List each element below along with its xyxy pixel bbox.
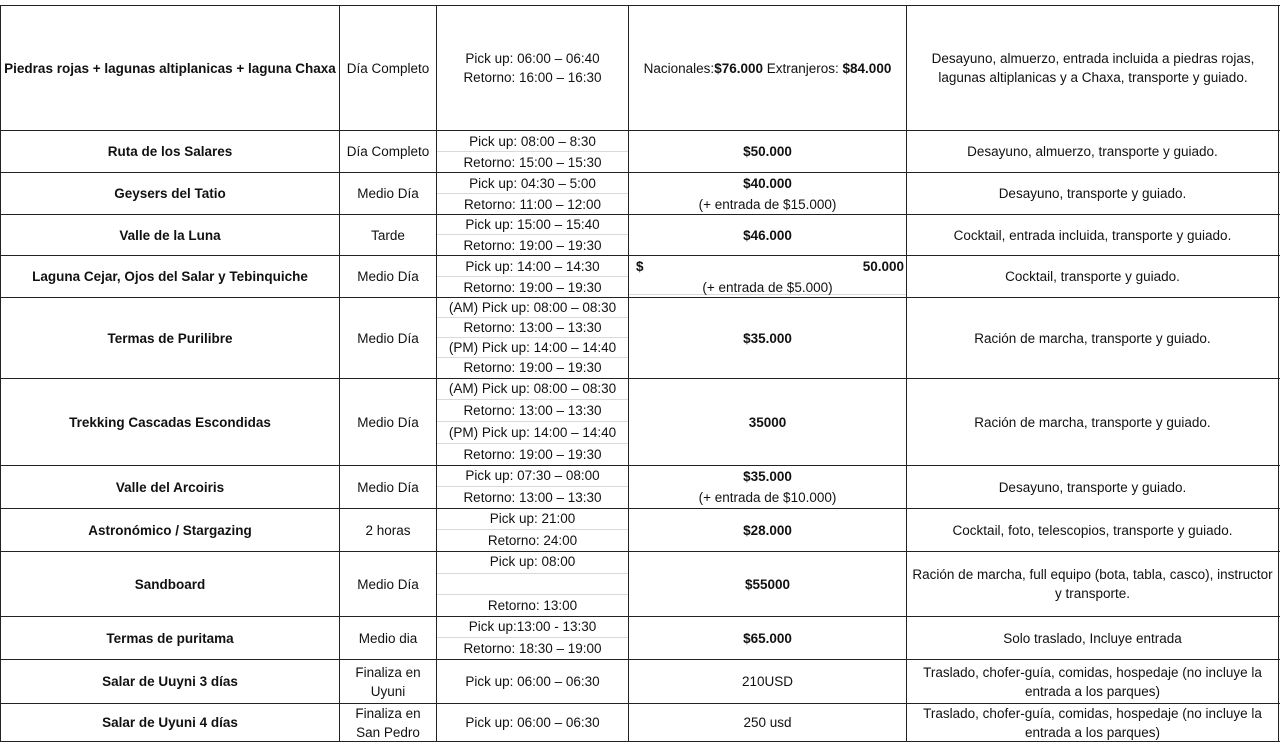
tour-includes: Desayuno, almuerzo, transporte y guiado. xyxy=(967,144,1218,159)
price-value: $84.000 xyxy=(842,60,892,76)
tour-duration: Finaliza en San Pedro xyxy=(355,705,421,740)
schedule-line: Retorno: 18:30 – 19:00 xyxy=(463,641,602,656)
tour-name: Astronómico / Stargazing xyxy=(88,522,252,538)
tour-price: 250 usd xyxy=(743,715,792,730)
tour-price: $35.000 xyxy=(743,330,792,346)
tour-name: Termas de Purilibre xyxy=(107,330,233,346)
tour-schedule xyxy=(437,48,628,88)
tour-duration: Día Completo xyxy=(346,60,430,76)
schedule-line: Pick up: 07:30 – 08:00 xyxy=(465,468,600,483)
tour-duration: Tarde xyxy=(371,227,405,243)
tour-price: $28.000 xyxy=(743,522,792,538)
schedule-line: Pick up: 08:00 – 8:30 xyxy=(469,134,596,149)
price-label: Nacionales: xyxy=(643,60,715,76)
tour-name: Piedras rojas + lagunas altiplanicas + laguna Chaxa xyxy=(4,60,336,76)
tour-name: Geysers del Tatio xyxy=(114,186,226,201)
tour-includes: Traslado, chofer-guía, comidas, hospedaje (no incluye la entrada a los parques) xyxy=(923,664,1262,699)
schedule-line: Retorno: 19:00 – 19:30 xyxy=(463,238,602,253)
schedule-line: (PM) Pick up: 14:00 – 14:40 xyxy=(448,340,617,355)
tour-name: Salar de Uyuni 4 días xyxy=(102,715,238,730)
price-note: (+ entrada de $15.000) xyxy=(698,196,837,212)
schedule-line: Retorno: 15:00 – 15:30 xyxy=(463,155,602,170)
schedule-line: Retorno: 19:00 – 19:30 xyxy=(463,447,602,462)
tour-includes: Desayuno, transporte y guiado. xyxy=(998,479,1187,495)
tour-name: Laguna Cejar, Ojos del Salar y Tebinquiche xyxy=(32,269,308,284)
price-value: $76.000 xyxy=(714,60,763,76)
schedule-line: Pick up: 08:00 xyxy=(489,554,576,569)
tour-name: Valle del Arcoiris xyxy=(115,479,225,495)
tour-name: Sandboard xyxy=(134,576,206,592)
schedule-line: Retorno: 11:00 – 12:00 xyxy=(463,197,602,212)
schedule-line: Pick up: 06:00 – 06:30 xyxy=(465,715,600,730)
tour-name: Valle de la Luna xyxy=(119,227,221,243)
tour-duration: Finaliza en Uyuni xyxy=(355,664,421,699)
schedule-line: (AM) Pick up: 08:00 – 08:30 xyxy=(448,381,617,396)
grid-line xyxy=(0,741,1280,742)
tour-name: Trekking Cascadas Escondidas xyxy=(69,414,271,430)
tour-price: 50.000 xyxy=(862,259,904,274)
schedule-line: Retorno: 19:00 – 19:30 xyxy=(463,360,602,375)
schedule-line: Pick up: 06:00 – 06:30 xyxy=(465,674,600,689)
schedule-line: Pick up: 04:30 – 5:00 xyxy=(469,176,596,191)
schedule-line: Retorno: 19:00 – 19:30 xyxy=(463,280,602,295)
tour-duration: Día Completo xyxy=(346,144,430,159)
schedule-line: Pick up: 15:00 – 15:40 xyxy=(465,217,600,232)
tour-includes: Traslado, chofer-guía, comidas, hospedaje (no incluye la entrada a los parques) xyxy=(923,705,1262,740)
tour-duration: Medio Día xyxy=(357,186,419,201)
tour-price: $40.000 xyxy=(743,176,792,191)
tour-price xyxy=(629,6,906,130)
tour-includes: Ración de marcha, transporte y guiado. xyxy=(974,330,1211,346)
schedule-line: Pick up: 14:00 – 14:30 xyxy=(465,259,600,274)
tour-includes: Cocktail, foto, telescopios, transporte y guiado. xyxy=(952,522,1233,538)
schedule-line: Retorno: 13:00 – 13:30 xyxy=(463,320,602,335)
price-note: (+ entrada de $10.000) xyxy=(698,490,837,505)
schedule-line: Retorno: 13:00 – 13:30 xyxy=(463,490,602,505)
schedule-line: Retorno: 16:00 – 16:30 xyxy=(463,70,602,85)
schedule-line: Retorno: 13:00 xyxy=(487,598,578,613)
tour-includes: Cocktail, entrada incluida, transporte y guiado. xyxy=(953,227,1232,243)
price-currency: $ xyxy=(636,259,644,274)
tour-price: $65.000 xyxy=(743,630,792,646)
tour-includes: Ración de marcha, full equipo (bota, tabla, casco), instructor y transporte. xyxy=(912,567,1273,601)
price-label: Extranjeros: xyxy=(763,60,843,76)
tour-name: Ruta de los Salares xyxy=(107,144,233,159)
tour-duration: Medio Día xyxy=(357,414,419,430)
grid-line xyxy=(1278,5,1279,741)
tour-price: 210USD xyxy=(741,674,794,689)
tour-name: Salar de Uuyni 3 días xyxy=(102,674,238,689)
tour-price: $46.000 xyxy=(743,227,792,243)
price-note: (+ entrada de $5.000) xyxy=(702,279,833,295)
schedule-line: Pick up:13:00 - 13:30 xyxy=(468,619,597,634)
schedule-line: Retorno: 13:00 – 13:30 xyxy=(463,403,602,418)
tour-duration: Medio Día xyxy=(357,479,419,495)
tour-price: 35000 xyxy=(748,414,787,430)
tour-price: $55000 xyxy=(744,576,791,592)
schedule-line: (AM) Pick up: 08:00 – 08:30 xyxy=(448,300,617,315)
schedule-line xyxy=(437,573,628,594)
tour-includes: Desayuno, transporte y guiado. xyxy=(998,186,1187,201)
tour-includes: Ración de marcha, transporte y guiado. xyxy=(974,414,1211,430)
tour-includes: Desayuno, almuerzo, entrada incluida a piedras rojas, lagunas altiplanicas y a Chaxa, transporte y guiado. xyxy=(931,51,1255,85)
tour-name: Termas de puritama xyxy=(106,630,234,646)
schedule-line: Pick up: 21:00 xyxy=(489,511,576,526)
tour-duration: Medio dia xyxy=(358,630,418,646)
tour-includes: Solo traslado, Incluye entrada xyxy=(1003,630,1182,646)
schedule-line: Pick up: 06:00 – 06:40 xyxy=(465,51,600,66)
schedule-line: Retorno: 24:00 xyxy=(487,533,578,548)
tour-price: $50.000 xyxy=(743,144,792,159)
tour-duration: 2 horas xyxy=(365,522,411,538)
tour-price: $35.000 xyxy=(743,468,792,484)
schedule-line: (PM) Pick up: 14:00 – 14:40 xyxy=(448,425,617,440)
tour-includes: Cocktail, transporte y guiado. xyxy=(1005,269,1180,284)
tour-duration: Medio Día xyxy=(357,269,419,284)
tour-duration: Medio Día xyxy=(357,330,419,346)
tour-duration: Medio Día xyxy=(357,576,419,592)
